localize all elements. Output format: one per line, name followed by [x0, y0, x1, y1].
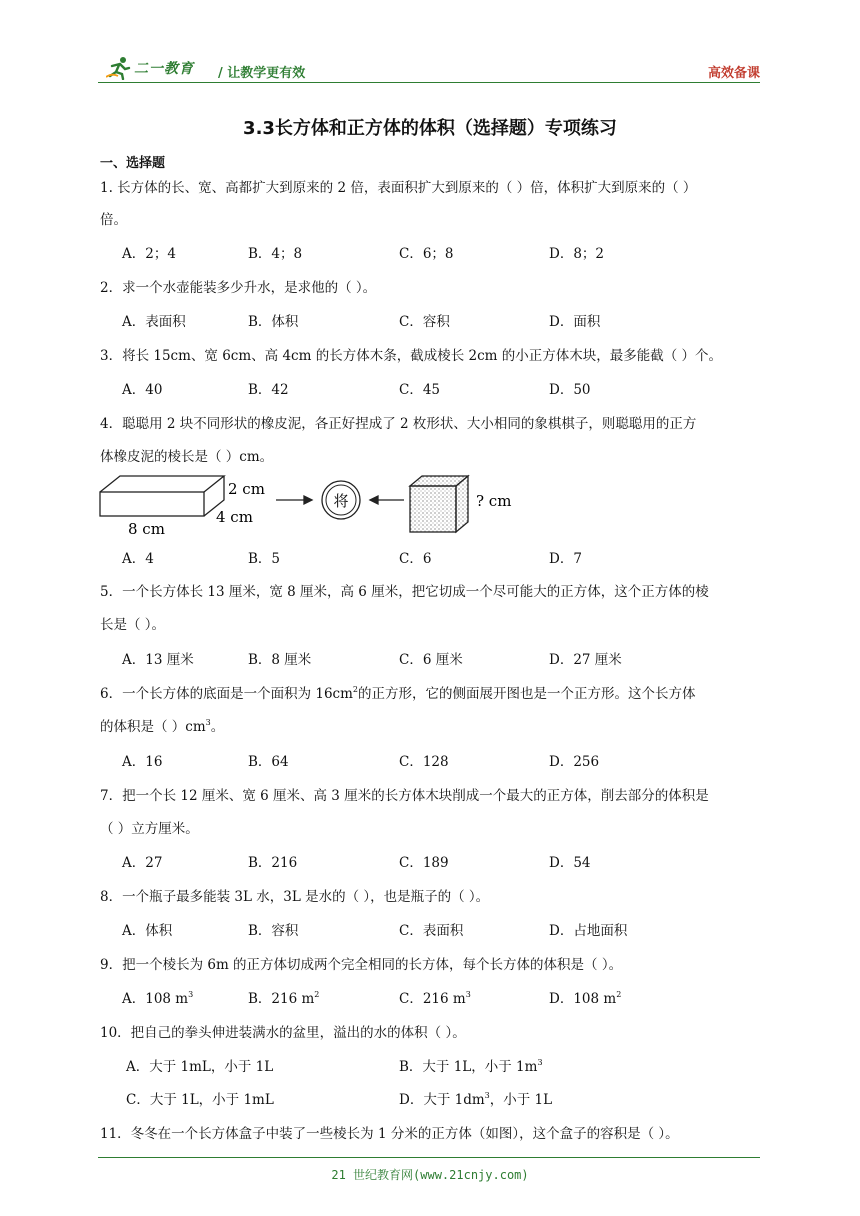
q3-stem: 3．将长 15cm、宽 6cm、高 4cm 的长方体木条，截成棱长 2cm 的小正方体木块，最多能截（ ）个。 [100, 348, 723, 364]
q7-option-c: C．189 [399, 855, 449, 871]
q9-option-d: D．108 $m^2$ [549, 990, 622, 1007]
arrow-right-icon [276, 496, 312, 504]
q5-stem-line2: 长是（ ）。 [100, 617, 166, 633]
arrow-left-icon [370, 496, 404, 504]
q1-option-b: B．4；8 [248, 246, 303, 262]
logo-text: 二一教育 [134, 61, 194, 77]
q4-option-c: C．6 [399, 551, 432, 567]
q5-option-b: B．8 厘米 [248, 652, 312, 668]
q1-option-d: D．8；2 [549, 246, 605, 262]
q6-option-a: A．16 [122, 754, 163, 770]
q7-stem-line1: 7．把一个长 12 厘米、宽 6 厘米、高 3 厘米的长方体木块削成一个最大的正方体，削去部分的体积是 [100, 788, 709, 804]
fig-length-label: 8 cm [128, 520, 165, 536]
header-slogan: / 让教学更有效 [218, 66, 306, 81]
q5-option-a: A．13 厘米 [122, 652, 194, 668]
q6-stem-line1: 6．一个长方体的底面是一个面积为 $16cm^2$的正方形，它的侧面展开图也是一个正方形。这个长方体 [100, 685, 696, 702]
q9-option-c: C．216 $m^3$ [399, 990, 471, 1007]
q1-stem-line1: 1. 长方体的长、宽、高都扩大到原来的 2 倍，表面积扩大到原来的（ ）倍，体积扩大到原来的（ ） [100, 180, 697, 196]
q1-option-a: A．2；4 [122, 246, 176, 262]
section-heading: 一、选择题 [100, 156, 166, 171]
q2-option-c: C．容积 [399, 314, 450, 330]
q3-option-b: B．42 [248, 382, 289, 398]
chess-piece-label: 将 [333, 492, 349, 510]
q6-stem-line2: 的体积是（ ）$cm^3$。 [100, 718, 225, 735]
q5-option-d: D．27 厘米 [549, 652, 622, 668]
chess-piece-icon [322, 481, 360, 519]
q6-option-b: B．64 [248, 754, 289, 770]
q8-option-a: A．体积 [122, 923, 173, 939]
cube-shape [410, 476, 468, 532]
q4-stem-line2: 体橡皮泥的棱长是（ ）cm。 [100, 449, 274, 465]
q10-stem: 10．把自己的拳头伸进装满水的盆里，溢出的水的体积（ ）。 [100, 1025, 466, 1041]
q5-stem-line1: 5．一个长方体长 13 厘米，宽 8 厘米，高 6 厘米，把它切成一个尽可能大的正方体，这个正方体的棱 [100, 584, 709, 600]
page-footer: 21 世纪教育网(www.21cnjy.com) [331, 1168, 529, 1182]
q10-option-a: A．大于 1mL，小于 1L [126, 1059, 274, 1075]
page-header [98, 52, 760, 83]
cuboid-shape [100, 476, 224, 516]
fig-edge-label: ? cm [476, 492, 512, 510]
q9-option-a: A．108 $m^3$ [122, 990, 194, 1007]
q7-option-d: D．54 [549, 855, 591, 871]
q4-option-a: A．4 [122, 551, 154, 567]
fig-height-label: 2 cm [228, 480, 265, 498]
q4-option-d: D．7 [549, 551, 582, 567]
fig-width-label: 4 cm [216, 508, 253, 526]
header-right-label: 高效备课 [707, 66, 760, 81]
q6-option-c: C．128 [399, 754, 449, 770]
runner-logo-icon [106, 56, 132, 80]
q1-stem-line2: 倍。 [100, 212, 127, 228]
q9-option-b: B．216 $m^2$ [248, 990, 320, 1007]
q3-option-c: C．45 [399, 382, 441, 398]
q2-option-a: A．表面积 [122, 314, 186, 330]
q8-option-c: C．表面积 [399, 923, 464, 939]
q8-stem: 8．一个瓶子最多能装 3L 水，3L 是水的（ ），也是瓶子的（ ）。 [100, 889, 490, 905]
q2-stem: 2．求一个水壶能装多少升水，是求他的（ ）。 [100, 280, 377, 296]
q1-option-c: C．6；8 [399, 246, 454, 262]
q5-option-c: C．6 厘米 [399, 652, 463, 668]
page-title: 3.3长方体和正方体的体积（选择题）专项练习 [243, 118, 617, 139]
q6-option-d: D．256 [549, 754, 600, 770]
q2-option-b: B．体积 [248, 314, 299, 330]
q7-option-b: B．216 [248, 855, 298, 871]
footer-divider [98, 1157, 760, 1158]
q2-option-d: D．面积 [549, 314, 601, 330]
q10-option-b: B．大于 1L，小于 $1m^3$ [399, 1058, 543, 1075]
q3-option-d: D．50 [549, 382, 591, 398]
q4-option-b: B．5 [248, 551, 281, 567]
q3-option-a: A．40 [122, 382, 163, 398]
q4-stem-line1: 4．聪聪用 2 块不同形状的橡皮泥，各正好捏成了 2 枚形状、大小相同的象棋棋子，则聪聪用的正方 [100, 416, 697, 432]
q10-option-d: D．大于 $1dm^3$，小于 1L [399, 1091, 553, 1108]
q10-option-c: C．大于 1L，小于 1mL [126, 1092, 274, 1108]
q7-stem-line2: （ ）立方厘米。 [100, 821, 199, 837]
q8-option-d: D．占地面积 [549, 923, 628, 939]
q11-stem: 11．冬冬在一个长方体盒子中装了一些棱长为 1 分米的正方体（如图），这个盒子的容积是（ ）。 [100, 1126, 679, 1142]
q9-stem: 9．把一个棱长为 6m 的正方体切成两个完全相同的长方体，每个长方体的体积是（ ）。 [100, 957, 623, 973]
q4-figure [98, 472, 528, 536]
q7-option-a: A．27 [122, 855, 163, 871]
logo [106, 56, 194, 80]
q8-option-b: B．容积 [248, 923, 299, 939]
